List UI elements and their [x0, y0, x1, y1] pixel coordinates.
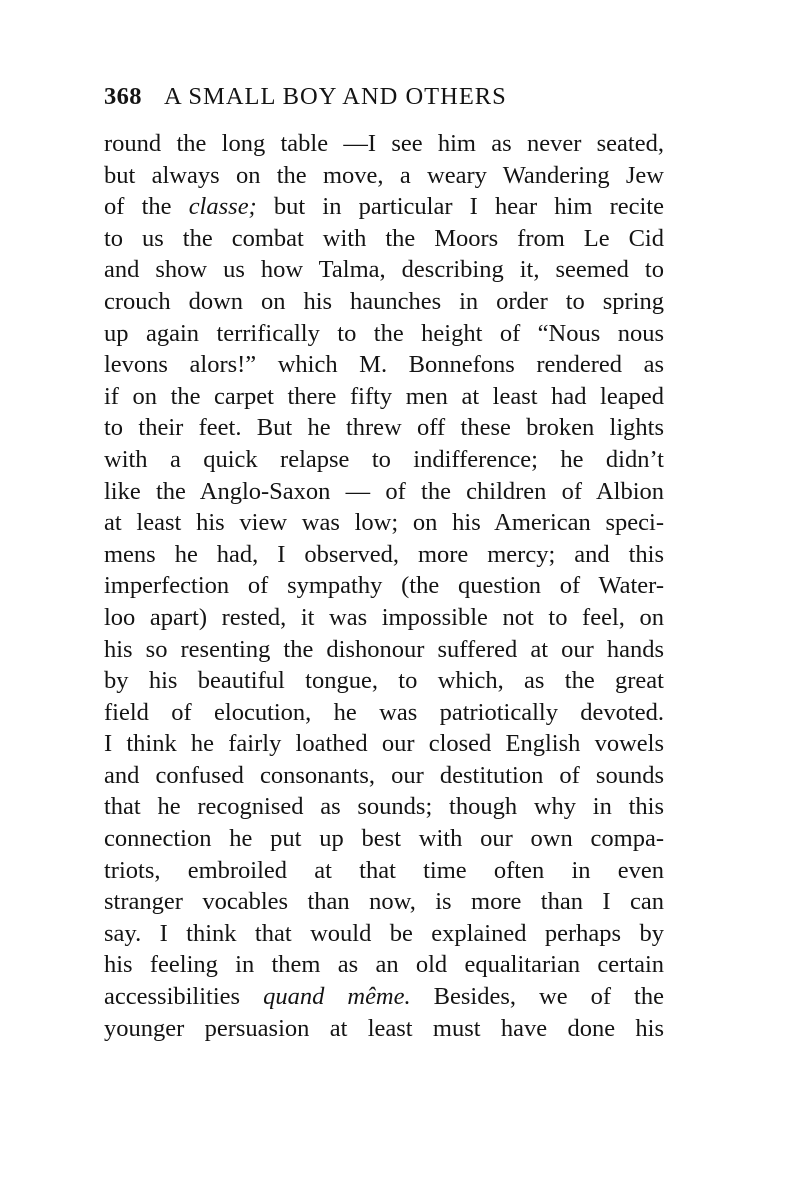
running-head [104, 80, 664, 114]
text-line [104, 254, 664, 286]
text-line [104, 381, 664, 413]
text-line [104, 286, 664, 318]
text-segment: if on the carpet there fifty men at least had leaped [104, 382, 664, 410]
book-title: A SMALL BOY AND OTHERS [163, 83, 507, 110]
text-line [104, 760, 664, 792]
italic-text: classe; [188, 193, 257, 221]
text-segment: by his beautiful tongue, to which, as the great [104, 667, 664, 695]
text-line [104, 160, 664, 192]
text-line [104, 665, 664, 697]
text-segment: but in particular I hear him recite [256, 193, 664, 221]
text-segment: imperfection of sympathy (the question of Water- [104, 572, 664, 600]
text-segment: connection he put up best with our own compa- [104, 825, 664, 853]
text-line [104, 539, 664, 571]
text-line [104, 570, 664, 602]
text-segment: to us the combat with the Moors from Le Cid [104, 224, 664, 252]
text-segment: levons alors!” which M. Bonnefons rendered as [104, 351, 664, 379]
text-segment: I think he fairly loathed our closed English vowels [104, 730, 664, 758]
text-segment: stranger vocables than now, is more than I can [104, 888, 664, 916]
text-line [104, 728, 664, 760]
text-segment: mens he had, I observed, more mercy; and this [104, 540, 664, 568]
text-segment: triots, embroiled at that time often in even [104, 856, 664, 884]
italic-text: quand même. [263, 983, 411, 1011]
text-line [104, 349, 664, 381]
text-line [104, 855, 664, 887]
text-segment: up again terrifically to the height of “Nous nous [104, 319, 664, 347]
text-segment: and confused consonants, our destitution of sounds [104, 761, 664, 789]
text-line [104, 886, 664, 918]
text-segment: but always on the move, a weary Wandering Jew [104, 161, 664, 189]
page-number: 368 [104, 83, 142, 110]
text-line [104, 412, 664, 444]
text-line [104, 476, 664, 508]
text-line [104, 634, 664, 666]
text-line [104, 697, 664, 729]
text-segment: at least his view was low; on his American speci- [104, 509, 664, 537]
text-line [104, 128, 664, 160]
text-line [104, 602, 664, 634]
text-line [104, 223, 664, 255]
text-line [104, 823, 664, 855]
text-segment: to their feet. But he threw off these broken lights [104, 414, 664, 442]
text-line [104, 444, 664, 476]
body-text [104, 128, 664, 1044]
text-line [104, 507, 664, 539]
text-segment: younger persuasion at least must have done his [104, 1014, 664, 1042]
text-line [104, 1013, 664, 1045]
text-segment: crouch down on his haunches in order to spring [104, 287, 664, 315]
text-line [104, 791, 664, 823]
text-segment: say. I think that would be explained perhaps by [104, 919, 664, 947]
text-line [104, 949, 664, 981]
text-line [104, 191, 664, 223]
text-segment: loo apart) rested, it was impossible not to feel, on [104, 603, 664, 631]
text-segment: his feeling in them as an old equalitarian certain [104, 951, 664, 979]
text-line [104, 918, 664, 950]
text-segment: that he recognised as sounds; though why in this [104, 793, 664, 821]
text-segment: and show us how Talma, describing it, seemed to [104, 256, 664, 284]
text-line [104, 981, 664, 1013]
text-segment: Besides, we of the [410, 983, 664, 1011]
text-line [104, 318, 664, 350]
text-segment: accessibilities [104, 983, 264, 1011]
text-segment: of the [104, 193, 189, 221]
text-segment: round the long table —I see him as never seated, [104, 130, 664, 157]
text-segment: with a quick relapse to indifference; he didn’t [104, 445, 664, 473]
text-segment: his so resenting the dishonour suffered at our hands [104, 635, 664, 663]
text-segment: like the Anglo-Saxon — of the children of Albion [104, 477, 664, 505]
text-segment: field of elocution, he was patriotically devoted. [104, 698, 664, 726]
